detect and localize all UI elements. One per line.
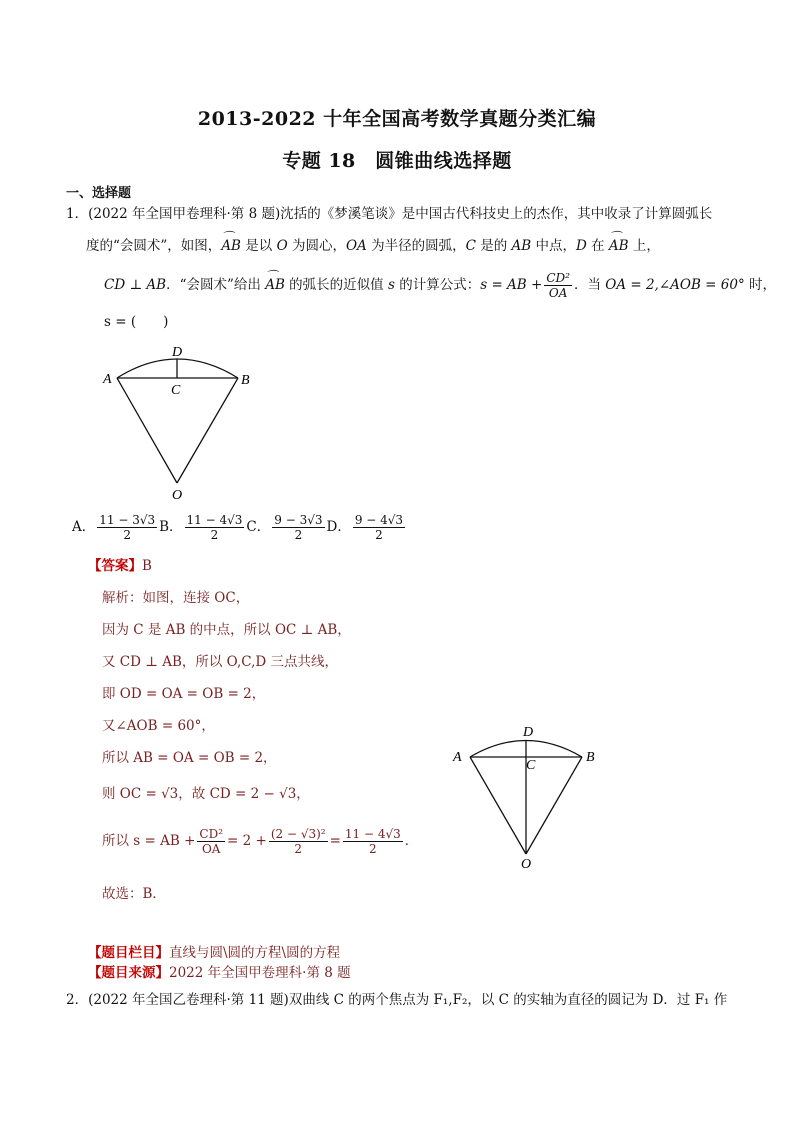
arc-ab: ⌒ AB: [221, 240, 241, 254]
solution-line-2: 因为 C 是 AB 的中点，所以 OC ⊥ AB，: [102, 622, 351, 638]
label-o: O: [172, 488, 183, 503]
question-1-line-4: s = ( ): [104, 314, 169, 330]
label-d: D: [172, 345, 183, 360]
answer-value: B: [142, 558, 152, 574]
solution-line-9: 故选：B．: [102, 886, 166, 902]
label-a: A: [103, 372, 112, 387]
solution-line-6: 所以 AB = OA = OB = 2，: [102, 750, 277, 766]
solution-line-3: 又 CD ⊥ AB，所以 O,C,D 三点共线，: [102, 654, 339, 670]
figure-arc-sector-question: [95, 340, 265, 505]
document-subtitle: 专题 18 圆锥曲线选择题: [282, 150, 512, 172]
question-1-line-2: 度的“会圆术”，如图，⌒ AB 是以 O 为圆心，OA 为半径的圆弧，C 是的 AB 中点，D 在 ⌒ AB 上，: [86, 240, 660, 254]
answer-tag: 【答案】: [88, 558, 142, 574]
formula-fraction: $\frac{\text{CD²}}{OA}$: [546, 271, 570, 300]
choice-b-label: B．: [159, 519, 183, 535]
label-a-2: A: [453, 750, 462, 765]
label-b-2: B: [586, 750, 595, 765]
choice-c-label: C．: [246, 519, 271, 535]
label-b: B: [241, 373, 250, 388]
solution-line-8: 所以 s = AB + $\frac{\text{CD²}}{OA}$ = 2 + $\frac{\text{(2 − √3)²}}{2}$ = $\frac{11 - 4√3}{2}$ ．: [102, 827, 419, 856]
document-title: 2013-2022 十年全国高考数学真题分类汇编: [197, 108, 597, 130]
figure-arc-sector-solution: [445, 720, 610, 875]
label-c-2: C: [526, 758, 536, 773]
solution-line-1: 解析：如图，连接 OC，: [102, 590, 250, 606]
choice-b[interactable]: $\frac{11 - 4√3}{2}$: [186, 513, 243, 542]
source-line: 【题目来源】2022 年全国甲卷理科·第 8 题: [88, 965, 351, 981]
choice-a[interactable]: $\frac{11 - 3√3}{2}$: [99, 513, 156, 542]
question-1-line-3: CD ⊥ AB．“会圆术”给出 ⌒ AB 的弧长的近似值 s 的计算公式：s = AB + $\frac{\text{CD²}}{OA}$ ．当 OA = 2,∠AOB = 60° 时，: [104, 272, 776, 299]
solution-line-5: 又∠AOB = 60°，: [102, 718, 215, 734]
choice-c[interactable]: $\frac{9 - 3√3}{2}$: [274, 513, 323, 542]
choice-a-label: A．: [72, 519, 96, 535]
label-d-2: D: [523, 725, 534, 740]
question-2-line-1: 2．(2022 年全国乙卷理科·第 11 题)双曲线 C 的两个焦点为 F₁,F₂，以 C 的实轴为直径的圆记为 D．过 F₁ 作: [66, 992, 728, 1008]
column-line: 【题目栏目】直线与圆\圆的方程\圆的方程: [88, 945, 341, 961]
answer-line: [88, 560, 152, 574]
question-1-line-1: 1．(2022 年全国甲卷理科·第 8 题)沈括的《梦溪笔谈》是中国古代科技史上的杰作，其中收录了计算圆弧长: [66, 206, 713, 222]
choice-d-label: D．: [326, 519, 351, 535]
label-c: C: [171, 383, 181, 398]
section-heading: 一、选择题: [66, 186, 132, 201]
choice-d[interactable]: $\frac{9 - 4√3}{2}$: [354, 513, 404, 542]
label-o-2: O: [521, 857, 532, 872]
solution-line-4: 即 OD = OA = OB = 2，: [102, 686, 266, 702]
answer-choices: [72, 514, 407, 541]
solution-line-7: 则 OC = √3，故 CD = 2 − √3，: [102, 786, 310, 802]
